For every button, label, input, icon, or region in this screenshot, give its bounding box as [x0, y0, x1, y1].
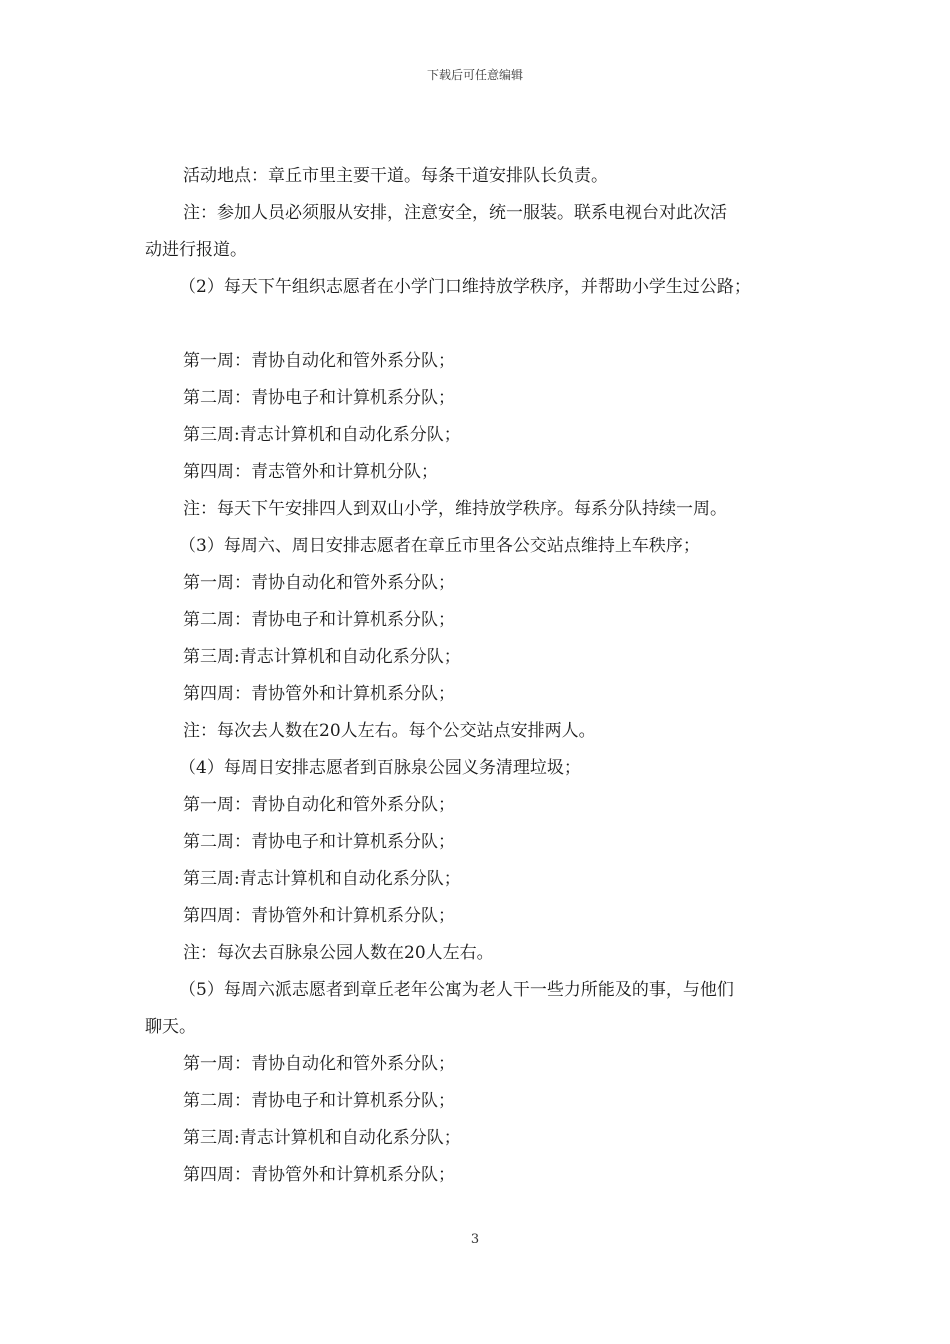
- paragraph-line: 第一周：青协自动化和管外系分队；: [183, 1054, 455, 1074]
- paragraph-line: 第三周:青志计算机和自动化系分队；: [183, 869, 461, 889]
- paragraph-line: 注：每次去人数在20人左右。每个公交站点安排两人。: [183, 721, 596, 741]
- paragraph-line: 动进行报道。: [145, 240, 247, 260]
- page-number: 3: [470, 1232, 480, 1247]
- paragraph-line: 第二周：青协电子和计算机系分队；: [183, 1091, 455, 1111]
- paragraph-line: 注：每天下午安排四人到双山小学，维持放学秩序。每系分队持续一周。: [183, 499, 727, 519]
- paragraph-line: 第四周：青协管外和计算机系分队；: [183, 906, 455, 926]
- paragraph-line: 第一周：青协自动化和管外系分队；: [183, 573, 455, 593]
- paragraph-line: （3）每周六、周日安排志愿者在章丘市里各公交站点维持上车秩序；: [179, 536, 700, 556]
- paragraph-line: （2）每天下午组织志愿者在小学门口维持放学秩序，并帮助小学生过公路；: [179, 277, 751, 297]
- paragraph-line: 第四周：青协管外和计算机系分队；: [183, 684, 455, 704]
- paragraph-line: 第四周：青志管外和计算机分队；: [183, 462, 438, 482]
- page-header: 下载后可任意编辑: [426, 68, 523, 82]
- paragraph-line: 第二周：青协电子和计算机系分队；: [183, 832, 455, 852]
- paragraph-line: 第二周：青协电子和计算机系分队；: [183, 388, 455, 408]
- paragraph-line: 活动地点：章丘市里主要干道。每条干道安排队长负责。: [183, 166, 608, 186]
- paragraph-line: （5）每周六派志愿者到章丘老年公寓为老人干一些力所能及的事，与他们: [179, 980, 734, 1000]
- paragraph-line: 第三周:青志计算机和自动化系分队；: [183, 1128, 461, 1148]
- paragraph-line: （4）每周日安排志愿者到百脉泉公园义务清理垃圾；: [179, 758, 581, 778]
- paragraph-line: 第三周:青志计算机和自动化系分队；: [183, 647, 461, 667]
- paragraph-line: 第四周：青协管外和计算机系分队；: [183, 1165, 455, 1185]
- blank-line: [145, 306, 810, 343]
- paragraph-line: 第一周：青协自动化和管外系分队；: [183, 795, 455, 815]
- paragraph-line: 注：每次去百脉泉公园人数在20人左右。: [183, 943, 494, 963]
- paragraph-line: 第二周：青协电子和计算机系分队；: [183, 610, 455, 630]
- paragraph-line: 聊天。: [145, 1017, 196, 1037]
- paragraph-line: 第三周:青志计算机和自动化系分队；: [183, 425, 461, 445]
- document-body: [145, 158, 810, 1194]
- paragraph-line: 第一周：青协自动化和管外系分队；: [183, 351, 455, 371]
- paragraph-line: 注：参加人员必须服从安排，注意安全，统一服装。联系电视台对此次活: [183, 203, 727, 223]
